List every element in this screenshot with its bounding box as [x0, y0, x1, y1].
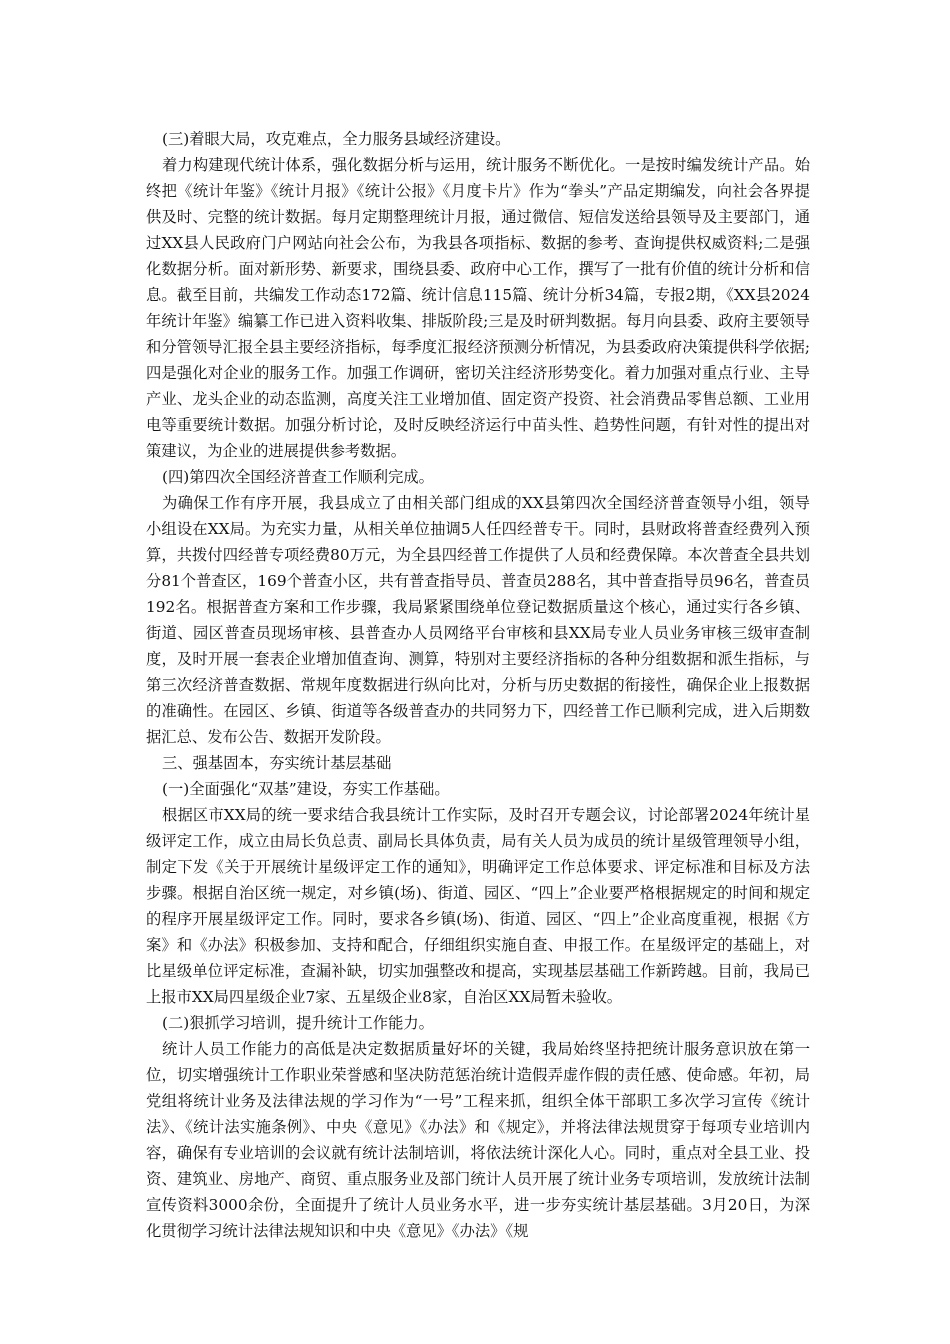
section-heading-two: (二)狠抓学习培训，提升统计工作能力。	[162, 1014, 434, 1032]
section-heading-four: (四)第四次全国经济普查工作顺利完成。	[162, 468, 434, 486]
section-heading-three: (三)着眼大局，攻克难点，全力服务县域经济建设。	[162, 130, 511, 148]
chapter-heading: 三、强基固本，夯实统计基层基础	[162, 754, 392, 772]
body-paragraph: 统计人员工作能力的高低是决定数据质量好坏的关键，我局始终坚持把统计服务意识放在第一位，切实增强统计工作职业荣誉感和坚决防范惩治统计造假弄虚作假的责任感、使命感。年初，局党组将统计业务及法律法规的学习作为“一号”工程来抓，组织全体干部职工多次学习宣传《统计法》、《统计法实施条例》、中央《意见》《办法》和《规定》，并将法律法规贯穿于每项专业培训内容，确保有专业培训的会议就有统计法制培训，将依法统计深化人心。同时，重点对全县工业、投资、建筑业、房地产、商贸、重点服务业及部门统计人员开展了统计业务专项培训，发放统计法制宣传资料3000余份，全面提升了统计人员业务水平，进一步夯实统计基层基础。3月20日，为深化贯彻学习统计法律法规知识和中央《意见》《办法》《规	[146, 1040, 810, 1240]
body-paragraph: 着力构建现代统计体系，强化数据分析与运用，统计服务不断优化。一是按时编发统计产品。始终把《统计年鉴》《统计月报》《统计公报》《月度卡片》作为“拳头”产品定期编发，向社会各界提供及时、完整的统计数据。每月定期整理统计月报，通过微信、短信发送给县领导及主要部门，通过XX县人民政府门户网站向社会公布，为我县各项指标、数据的参考、查询提供权威资料;二是强化数据分析。面对新形势、新要求，围绕县委、政府中心工作，撰写了一批有价值的统计分析和信息。截至目前，共编发工作动态172篇、统计信息115篇、统计分析34篇，专报2期，《XX县2024年统计年鉴》编纂工作已进入资料收集、排版阶段;三是及时研判数据。每月向县委、政府主要领导和分管领导汇报全县主要经济指标，每季度汇报经济预测分析情况，为县委政府决策提供科学依据;四是强化对企业的服务工作。加强工作调研，密切关注经济形势变化。着力加强对重点行业、主导产业、龙头企业的动态监测，高度关注工业增加值、固定资产投资、社会消费品零售总额、工业用电等重要统计数据。加强分析讨论，及时反映经济运行中苗头性、趋势性问题，有针对性的提出对策建议，为企业的进展提供参考数据。	[146, 156, 810, 460]
section-heading-one: (一)全面强化“双基”建设，夯实工作基础。	[162, 780, 450, 798]
document-body	[146, 126, 810, 1244]
body-paragraph: 根据区市XX局的统一要求结合我县统计工作实际，及时召开专题会议，讨论部署2024年统计星级评定工作，成立由局长负总责、副局长具体负责，局有关人员为成员的统计星级管理领导小组，制定下发《关于开展统计星级评定工作的通知》，明确评定工作总体要求、评定标准和目标及方法步骤。根据自治区统一规定，对乡镇(场)、街道、园区、“四上”企业要严格根据规定的时间和规定的程序开展星级评定工作。同时，要求各乡镇(场)、街道、园区、“四上”企业高度重视，根据《方案》和《办法》积极参加、支持和配合，仔细组织实施自查、申报工作。在星级评定的基础上，对比星级单位评定标准，查漏补缺，切实加强整改和提高，实现基层基础工作新跨越。目前，我局已上报市XX局四星级企业7家、五星级企业8家，自治区XX局暂未验收。	[146, 806, 810, 1006]
body-paragraph: 为确保工作有序开展，我县成立了由相关部门组成的XX县第四次全国经济普查领导小组，领导小组设在XX局。为充实力量，从相关单位抽调5人任四经普专干。同时，县财政将普查经费列入预算，共拨付四经普专项经费80万元，为全县四经普工作提供了人员和经费保障。本次普查全县共划分81个普查区，169个普查小区，共有普查指导员、普查员288名，其中普查指导员96名，普查员192名。根据普查方案和工作步骤，我局紧紧围绕单位登记数据质量这个核心，通过实行各乡镇、街道、园区普查员现场审核、县普查办人员网络平台审核和县XX局专业人员业务审核三级审查制度，及时开展一套表企业增加值查询、测算，特别对主要经济指标的各种分组数据和派生指标，与第三次经济普查数据、常规年度数据进行纵向比对，分析与历史数据的衔接性，确保企业上报数据的准确性。在园区、乡镇、街道等各级普查办的共同努力下，四经普工作已顺利完成，进入后期数据汇总、发布公告、数据开发阶段。	[146, 494, 810, 746]
